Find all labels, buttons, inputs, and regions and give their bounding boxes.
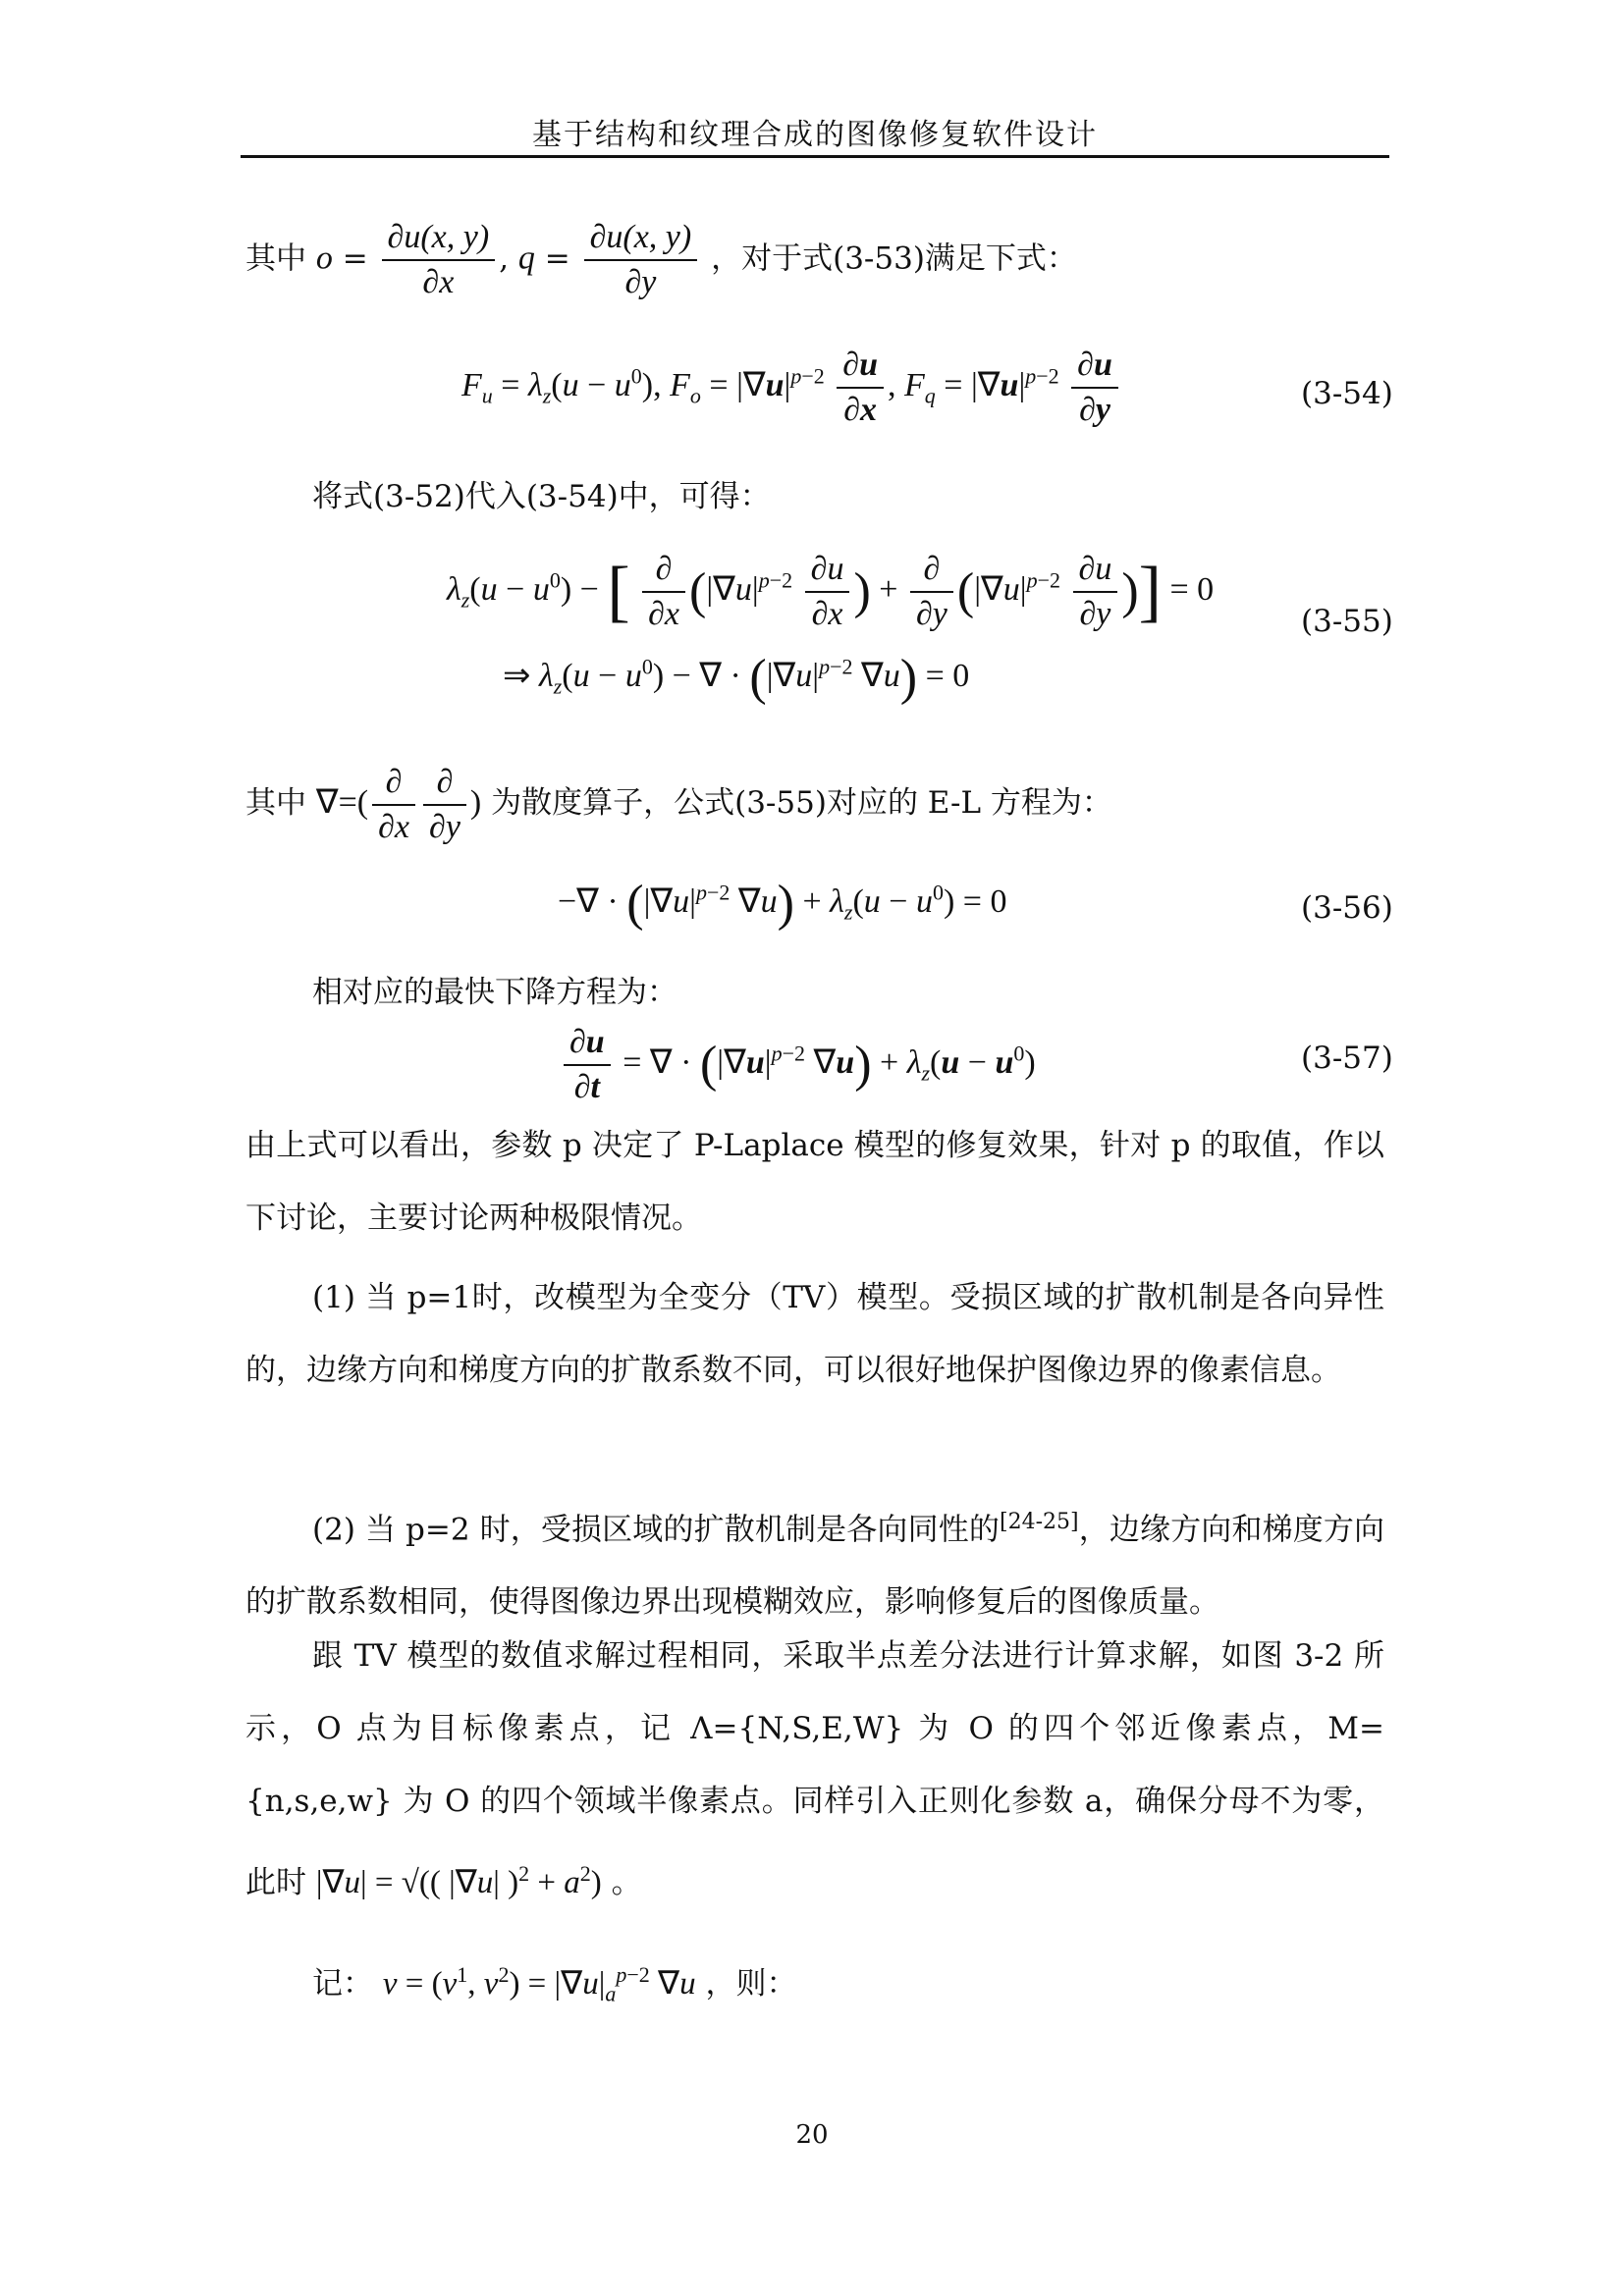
paragraph-p-discussion: 由上式可以看出，参数 p 决定了 P-Laplace 模型的修复效果，针对 p 的取值，作以下讨论，主要讨论两种极限情况。	[245, 1128, 1384, 1236]
header-rule	[241, 155, 1389, 158]
eq-number-3-56: (3-56)	[1301, 890, 1393, 926]
citation: [24-25]	[1000, 1510, 1079, 1534]
page-number: 20	[795, 2120, 829, 2150]
equation-3-54: $F_u = \lambda_z(u - u^0)$, $F_o = |\nabla u|^{p-2}$ $\frac{\partial u}{\partial x}$ , $F_q = |\nabla u|^{p-2}$ $\frac{\partial u}{\partial y}$	[461, 344, 1122, 432]
line-1-suffix: ，对于式(3-53)满足下式：	[711, 240, 1077, 277]
gradient-norm-formula: |∇u| = √(( |∇u| )$^2 + a^2$)	[315, 1861, 602, 1900]
numerical-method-text: 跟 TV 模型的数值求解过程相同，采取半点差分法进行计算求解，如图 3-2 所示，O 点为目标像素点，记 Λ={N,S,E,W} 为 O 的四个邻近像素点，M={n,s,e,w} 为 O 的四个领域半像素点。同样引入正则化参数 a，确保分母不为零，此时	[245, 1638, 1384, 1900]
eq-number-3-54: (3-54)	[1301, 376, 1393, 411]
text-line-1: 其中 o = $\frac{\partial u(x, y)}{\partial x}$ , q = $\frac{\partial u(x, y)}{\partial y}$ ，对于式(3-53)满足下式：	[245, 216, 1077, 304]
text-line-2: 将式(3-52)代入(3-54)中，可得：	[312, 479, 771, 514]
equation-3-57: $\frac{\partial u}{\partial t}$ = ∇ · ($|\nabla u|^{p-2}$ $\nabla u) + \lambda_z(u - u^0)$	[560, 1021, 1036, 1109]
equation-3-55-line-1: $\lambda_z(u - u^0)$ − [ $\frac{\partial}{\partial x}$ ($|\nabla u|^{p-2}$ $\frac{\partial u}{\partial x}$ ) + $\frac{\partial}{\partial y}$ ($|\nabla u|^{p-2}$ $\frac{\partial u}{\partial y}$ )] = 0	[447, 548, 1214, 636]
line-1-prefix: 其中	[245, 240, 306, 277]
line-5-prefix: 记：	[312, 1966, 373, 2002]
equation-3-55-line-2: ⇒ $\lambda_z(u - u^0)$ − ∇ · ($|\nabla u|^{p-2}$ ∇u) = 0	[503, 650, 970, 706]
text-line-4: 相对应的最快下降方程为：	[312, 975, 677, 1010]
line-3-prefix: 其中	[245, 784, 306, 821]
line-5-suffix: ，则：	[705, 1966, 797, 2002]
paragraph-case-p2	[245, 1486, 1384, 1638]
text-line-5: 记： $v = (v^1$, $v^2) = |\nabla u|_a^{p-2}$ ∇u ，则：	[312, 1962, 797, 2006]
numerical-method-end: 。	[611, 1865, 642, 1900]
paragraph-numerical-method	[245, 1620, 1384, 1919]
eq-number-3-55: (3-55)	[1301, 604, 1393, 639]
line-3-suffix: 为散度算子，公式(3-55)对应的 E-L 方程为：	[491, 784, 1112, 821]
case-p2-text-a: (2) 当 p=2 时，受损区域的扩散机制是各向同性的	[312, 1512, 1000, 1548]
text-line-3: 其中 ∇=( $\frac{\partial}{\partial x}$ $\frac{\partial}{\partial y}$ ) 为散度算子，公式(3-55)对应的 E-L 方程为：	[245, 761, 1112, 849]
running-header: 基于结构和纹理合成的图像修复软件设计	[532, 118, 1098, 152]
case-p2-text-b: ，边缘方向和梯度方向的扩散系数相同，使得图像边界出现模糊效应，影响修复后的图像质量。	[245, 1512, 1385, 1621]
paragraph-case-p1: (1) 当 p=1时，改模型为全变分（TV）模型。受损区域的扩散机制是各向异性的，边缘方向和梯度方向的扩散系数不同，可以很好地保护图像边界的像素信息。	[245, 1280, 1384, 1388]
eq-number-3-57: (3-57)	[1301, 1041, 1393, 1076]
equation-3-56: −∇ · ($|\nabla u|^{p-2}$ $\nabla u) + \lambda_z(u - u^0) = 0$	[558, 876, 1007, 932]
